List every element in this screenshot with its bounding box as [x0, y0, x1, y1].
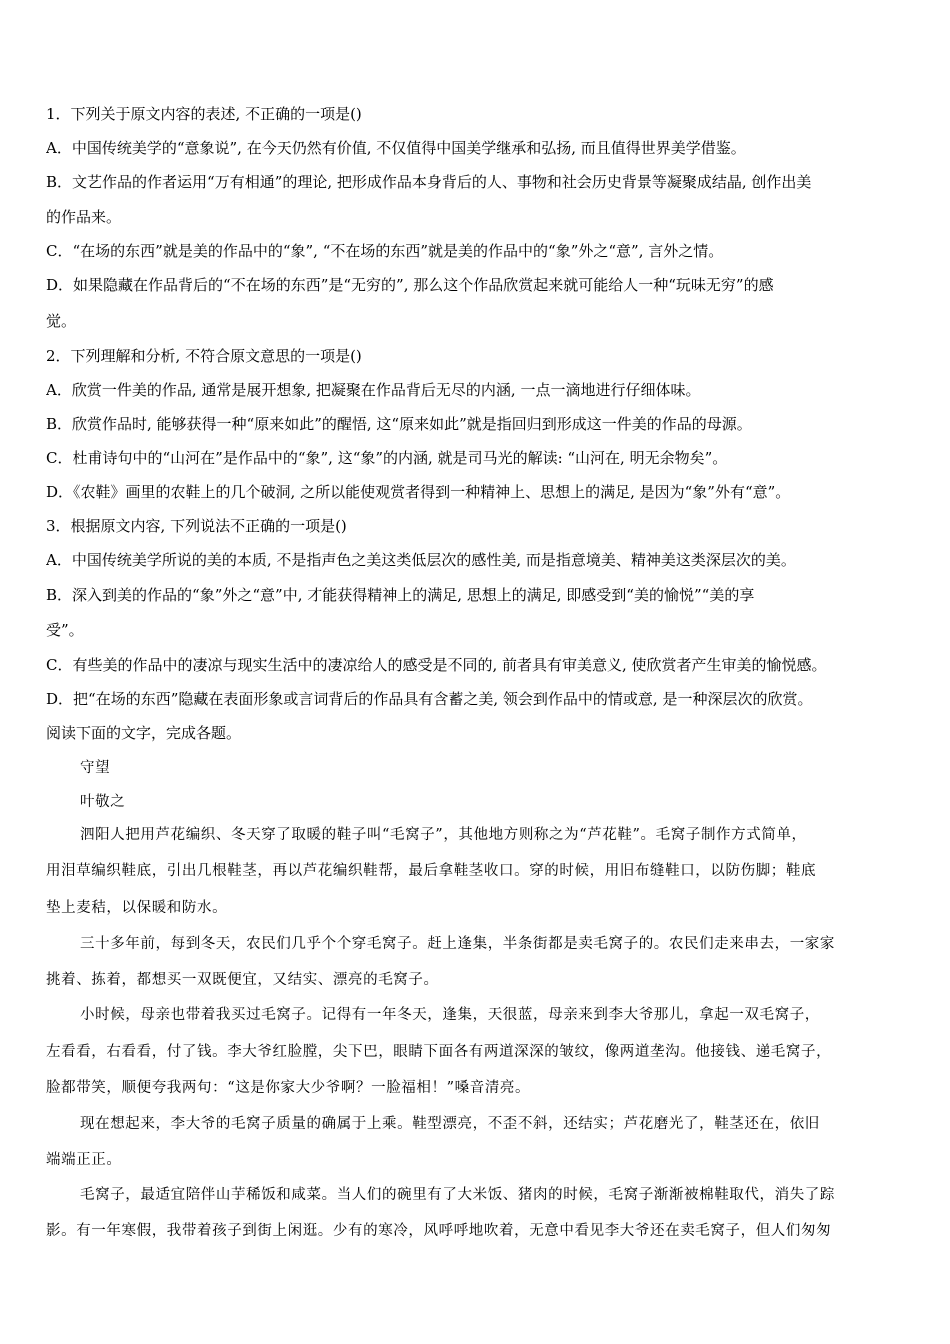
story-paragraph-3-line-2: 左看看，右看看，付了钱。李大爷红脸膛，尖下巴，眼睛下面各有两道深深的皱纹，像两道垄沟。他接钱、递毛窝子， — [46, 1044, 832, 1060]
story-paragraph-3-line-3: 脸都带笑，顺便夸我两句：“这是你家大少爷啊？一脸福相！”嗓音清亮。 — [46, 1080, 531, 1096]
reading-instruction: 阅读下面的文字，完成各题。 — [46, 724, 242, 742]
story-paragraph-4-line-1: 现在想起来，李大爷的毛窝子质量的确属于上乘。鞋型漂亮，不歪不斜，还结实；芦花磨光了，鞋茎还在，依旧 — [80, 1116, 820, 1132]
question-1-option-b: B．文艺作品的作者运用“万有相通”的理论, 把形成作品本身背后的人、事物和社会历史背景等凝聚成结晶, 创作出美 — [46, 173, 812, 191]
story-paragraph-5-line-1: 毛窝子，最适宜陪伴山芋稀饭和咸菜。当人们的碗里有了大米饭、猪肉的时候，毛窝子渐渐被棉鞋取代，消失了踪 — [80, 1187, 835, 1203]
question-3-option-c: C．有些美的作品中的凄凉与现实生活中的凄凉给人的感受是不同的, 前者具有审美意义, 使欣赏者产生审美的愉悦感。 — [46, 656, 827, 674]
story-paragraph-1-line-3: 垫上麦秸，以保暖和防水。 — [46, 900, 228, 916]
story-paragraph-2-line-2: 挑着、拣着，都想买一双既便宜，又结实、漂亮的毛窝子。 — [46, 972, 439, 988]
question-2-stem: 2．下列理解和分析, 不符合原文意思的一项是() — [46, 347, 362, 365]
question-1-option-d: D．如果隐藏在作品背后的“不在场的东西”是“无穷的”, 那么这个作品欣赏起来就可能给人一种“玩味无穷”的感 — [46, 276, 774, 294]
question-3-option-b-cont: 受”。 — [46, 621, 84, 639]
question-2-option-d: D．《农鞋》画里的农鞋上的几个破洞, 之所以能使观赏者得到一种精神上、思想上的满足, 是因为“象”外有“意”。 — [46, 483, 791, 501]
story-paragraph-2-line-1: 三十多年前，每到冬天，农民们几乎个个穿毛窝子。赶上逢集，半条街都是卖毛窝子的。农民们走来串去，一家家 — [80, 936, 835, 952]
story-paragraph-3-line-1: 小时候，母亲也带着我买过毛窝子。记得有一年冬天，逢集，天很蓝，母亲来到李大爷那儿，拿起一双毛窝子， — [80, 1007, 820, 1023]
question-2-option-b: B．欣赏作品时, 能够获得一种“原来如此”的醒悟, 这“原来如此”就是指回归到形成这一件美的作品的母源。 — [46, 415, 752, 433]
question-3-stem: 3．根据原文内容, 下列说法不正确的一项是() — [46, 517, 347, 535]
question-3-option-d: D．把“在场的东西”隐藏在表面形象或言词背后的作品具有含蓄之美, 领会到作品中的情或意, 是一种深层次的欣赏。 — [46, 690, 813, 708]
story-author: 叶敬之 — [80, 794, 126, 810]
story-paragraph-5-line-2: 影。有一年寒假，我带着孩子到街上闲逛。少有的寒冷，风呼呼地吹着，无意中看见李大爷还在卖毛窝子，但人们匆匆 — [46, 1223, 832, 1239]
question-2-option-a: A．欣赏一件美的作品, 通常是展开想象, 把凝聚在作品背后无尽的内涵, 一点一滴地进行仔细体味。 — [46, 381, 701, 399]
question-1-option-c: C．“在场的东西”就是美的作品中的“象”, “不在场的东西”就是美的作品中的“象”外之“意”, 言外之情。 — [46, 242, 724, 260]
question-1-stem: 1．下列关于原文内容的表述, 不正确的一项是() — [46, 105, 362, 123]
question-1-option-d-cont: 觉。 — [46, 312, 77, 330]
story-title: 守望 — [80, 760, 111, 776]
question-3-option-a: A．中国传统美学所说的美的本质, 不是指声色之美这类低层次的感性美, 而是指意境美、精神美这类深层次的美。 — [46, 551, 796, 569]
question-1-option-a: A．中国传统美学的“意象说”, 在今天仍然有价值, 不仅值得中国美学继承和弘扬, 而且值得世界美学借鉴。 — [46, 139, 746, 157]
question-1-option-b-cont: 的作品来。 — [46, 208, 122, 226]
story-paragraph-1-line-1: 泗阳人把用芦花编织、冬天穿了取暖的鞋子叫“毛窝子”，其他地方则称之为“芦花鞋”。毛窝子制作方式简单， — [80, 827, 807, 843]
question-3-option-b: B．深入到美的作品的“象”外之“意”中, 才能获得精神上的满足, 思想上的满足, 即感受到“美的愉悦”“美的享 — [46, 586, 755, 604]
story-paragraph-1-line-2: 用泪草编织鞋底，引出几根鞋茎，再以芦花编织鞋帮，最后拿鞋茎收口。穿的时候，用旧布缝鞋口，以防伤脚；鞋底 — [46, 863, 817, 879]
question-2-option-c: C．杜甫诗句中的“山河在”是作品中的“象”, 这“象”的内涵, 就是司马光的解读: “山河在, 明无余物矣”。 — [46, 449, 728, 467]
story-paragraph-4-line-2: 端端正正。 — [46, 1152, 122, 1168]
